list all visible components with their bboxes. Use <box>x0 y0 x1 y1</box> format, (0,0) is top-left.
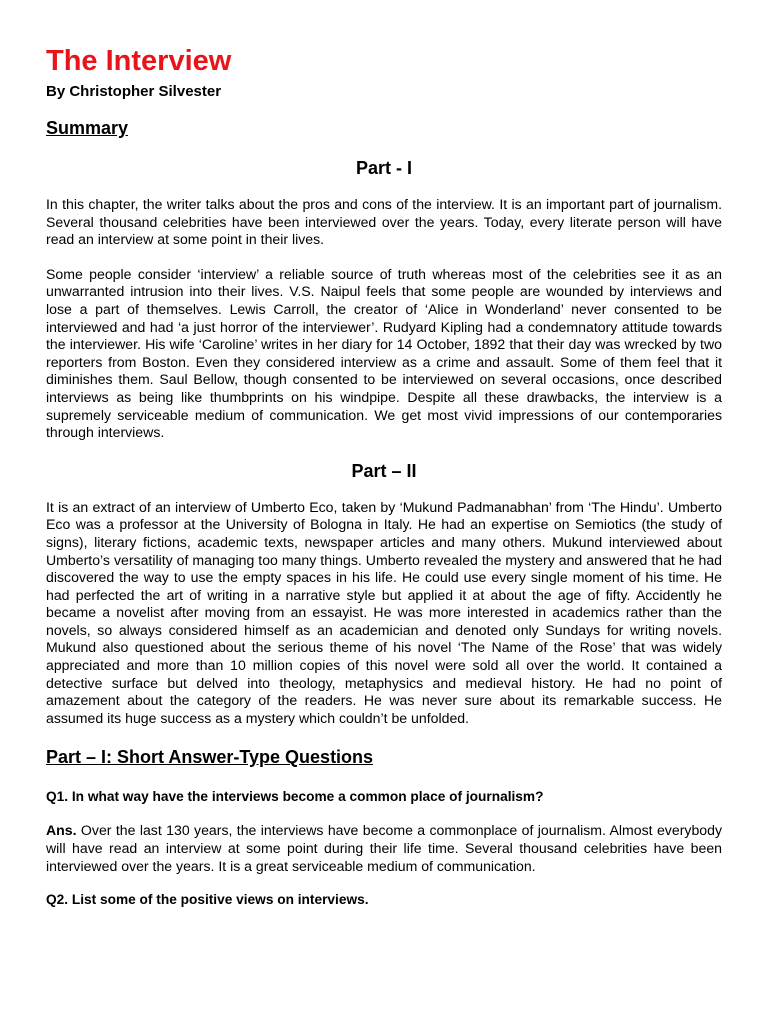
part1-paragraph-2: Some people consider ‘interview’ a reliable source of truth whereas most of the celebrities see it as an unwarranted intrusion into their lives. V.S. Naipul feels that some people are wounded by interviews and lose a part of themselves. Lewis Carroll, the creator of ‘Alice in Wonderland’ never consented to be interviewed and had ‘a just horror of the interviewer’. Rudyard Kipling had a condemnatory attitude towards the interviewer. His wife ‘Caroline’ writes in her diary for 14 October, 1892 that their day was wrecked by two reporters from Boston. Even they considered interview as a crime and assault. Some of them feel that it diminishes them. Saul Bellow, though consented to be interviewed on several occasions, once described interviews as being like thumbprints on his windpipe. Despite all these drawbacks, the interview is a supremely serviceable medium of communication. We get most vivid impressions of our contemporaries through interviews. <box>46 265 722 441</box>
part1-paragraph-1: In this chapter, the writer talks about the pros and cons of the interview. It is an important part of journalism. Several thousand celebrities have been interviewed over the years. Today, every literate person will have read an interview at some point in their lives. <box>46 196 722 248</box>
author-line: By Christopher Silvester <box>46 83 222 100</box>
part2-paragraph: It is an extract of an interview of Umberto Eco, taken by ‘Mukund Padmanabhan’ from ‘The Hindu’. Umberto Eco was a professor at the University of Bologna in Italy. He had an expertise on Semiotics (the study of signs), literary fictions, academic texts, newspaper articles and many others. Mukund interviewed about Umberto’s versatility of managing too many things. Umberto revealed the mystery and answered that he had discovered the way to use the empty spaces in his life. He could use every single moment of his time. He had perfected the art of writing in a narrative style but applied it at about the age of fifty. Accidently he became a novelist after moving from an essayist. He was more interested in academics rather than the novels, so always considered himself as an academician and denoted only Sundays for writing novels. Mukund also questioned about the serious theme of his novel ‘The Name of the Rose’ that was widely appreciated and more than 10 million copies of this novel were sold all over the world. It contained a detective surface but delved into theology, metaphysics and medieval history. He had no point of amazement about the category of the readers. He was never sure about its remarkable success. He assumed its huge success as a mystery which couldn’t be unfolded. <box>46 498 722 726</box>
answer-1-text: Over the last 130 years, the interviews have become a commonplace of journalism. Almost everybody will have read an interview at some point during their life time. Several thousand celebrities have been interviewed over the years. It is a great serviceable medium of communication. <box>46 822 722 874</box>
qa-section-heading: Part – I: Short Answer-Type Questions <box>46 747 374 768</box>
answer-1 <box>46 822 722 875</box>
summary-heading: Summary <box>46 118 129 138</box>
question-1: Q1. In what way have the interviews become a common place of journalism? <box>46 789 544 805</box>
part2-heading: Part – II <box>351 460 417 481</box>
question-2: Q2. List some of the positive views on interviews. <box>46 892 369 908</box>
answer-label: Ans. <box>46 822 77 839</box>
part1-heading: Part - I <box>355 158 412 178</box>
document-title: The Interview <box>46 45 232 77</box>
